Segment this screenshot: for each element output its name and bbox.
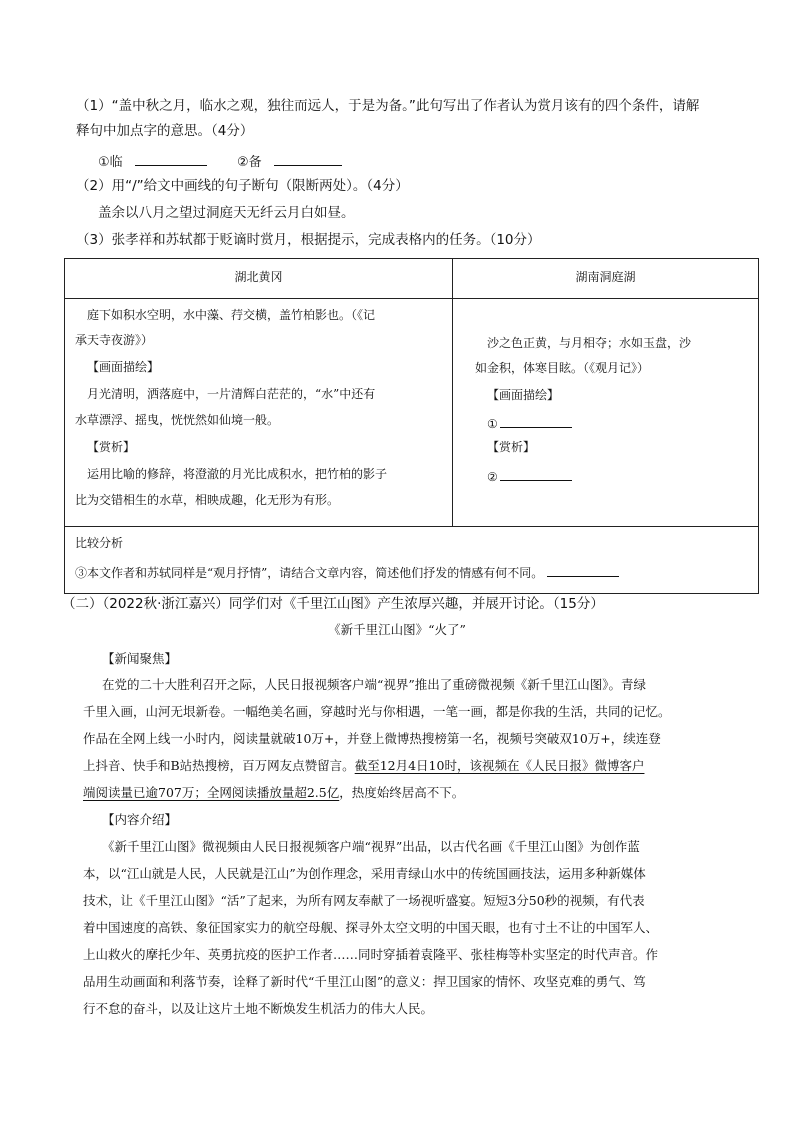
- intro-line-3: 技术，让《千里江山图》“活”了起来，为所有网友奉献了一场视听盛宴。短短3分50秒的视频，有代表: [83, 893, 645, 908]
- table-cell-right: [453, 299, 759, 527]
- left-tag-analysis: 【赏析】: [87, 440, 136, 454]
- news-underlined-start: 截至12月4日10时，该视频在《人民日报》微博客户: [354, 758, 645, 773]
- section2-heading: （二）（2022秋·浙江嘉兴）同学们对《千里江山图》产生浓厚兴趣，并展开讨论。（15分）: [62, 596, 604, 612]
- right-item2-label: ②: [487, 470, 498, 484]
- table-header-right: [453, 259, 759, 299]
- comparison-table: [64, 258, 759, 594]
- left-analysis-line2: 比为交错相生的水草，相映成趣，化无形为有形。: [75, 493, 340, 507]
- news-line-5-tail: ，热度始终居高不下。: [339, 785, 465, 800]
- q1-prompt-line1: （1）“盖中秋之月，临水之观，独往而远人，于是为备。”此句写出了作者认为赏月该有的四个条件，请解: [76, 98, 700, 114]
- intro-line-5: 上山救火的摩托少年、英勇抗疫的医护工作者……同时穿插着袁隆平、张桂梅等朴实坚定的时代声音。作: [83, 947, 659, 962]
- q1-answer-row: [98, 151, 342, 172]
- intro-line-1: 《新千里江山图》微视频由人民日报视频客户端“视界”出品，以古代名画《千里江山图》为创作蓝: [102, 839, 640, 854]
- news-line-4-plain: 上抖音、快手和B站热搜榜，百万网友点赞留言。: [83, 758, 355, 773]
- intro-line-2: 本，以“江山就是人民，人民就是江山”为创作理念，采用青绿山水中的传统国画技法，运用多种新媒体: [83, 866, 646, 881]
- right-tag-analysis: 【赏析】: [487, 440, 536, 454]
- table-header-left: [65, 259, 453, 299]
- news-line-5: [83, 784, 464, 802]
- q2-prompt: （2）用“/”给文中画线的句子断句（限断两处）。（4分）: [76, 178, 409, 194]
- article-title: 《新千里江山图》“火了”: [328, 622, 466, 637]
- right-item1-row: [487, 413, 572, 432]
- q1-item1-blank[interactable]: [135, 151, 207, 166]
- news-line-4: [83, 757, 644, 775]
- q1-prompt-line2: 释句中加点字的意思。（4分）: [76, 123, 254, 139]
- tag-content-intro: 【内容介绍】: [102, 812, 178, 827]
- news-underlined-end: 端阅读量已逾707万；全网阅读播放量超2.5亿: [83, 785, 340, 800]
- compare-prompt-row: [75, 562, 619, 581]
- compare-answer-blank[interactable]: [547, 562, 619, 577]
- q1-item2-blank[interactable]: [274, 151, 342, 166]
- right-item1-blank[interactable]: [500, 413, 572, 428]
- left-analysis-line1: 运用比喻的修辞，将澄澈的月光比成积水，把竹柏的影子: [87, 467, 388, 481]
- left-depiction-line1: 月光清明，洒落庭中，一片清辉白茫茫的，“水”中还有: [87, 387, 376, 401]
- left-quote-line2: 承天寺夜游》）: [75, 333, 154, 347]
- right-item2-row: [487, 466, 572, 485]
- q1-item1-label: ①临: [98, 155, 123, 170]
- intro-line-6: 品用生动画面和利落节奏，诠释了新时代“千里江山图”的意义：捍卫国家的情怀、攻坚克难的勇气、笃: [83, 974, 646, 989]
- left-depiction-line2: 水草漂浮、摇曳，恍恍然如仙境一般。: [75, 413, 280, 427]
- right-quote-line2: 如金积，体寒目眩。（《观月记》）: [475, 361, 650, 375]
- compare-label: 比较分析: [75, 536, 124, 550]
- q1-item2-label: ②备: [236, 155, 262, 170]
- news-line-2: 千里入画，山河无垠新卷。一幅绝美名画，穿越时光与你相遇，一笔一画，都是你我的生活，共同的记忆。: [83, 704, 671, 719]
- table-compare-row: [65, 527, 759, 594]
- right-item1-label: ①: [487, 417, 498, 431]
- right-item2-blank[interactable]: [500, 466, 572, 481]
- news-line-3: 作品在全网上线一小时内，阅读量就破10万+，并登上微博热搜榜第一名，视频号突破双10万+，续连登: [83, 731, 661, 746]
- intro-line-7: 行不怠的奋斗，以及让这片土地不断焕发生机活力的伟大人民。: [83, 1001, 434, 1016]
- right-quote-line1: 沙之色正黄，与月相夺；水如玉盘，沙: [487, 336, 692, 350]
- table-cell-left: [65, 299, 453, 527]
- left-quote-line1: 庭下如积水空明，水中藻、荇交横，盖竹柏影也。（《记: [87, 308, 376, 322]
- compare-prompt-text: ③本文作者和苏轼同样是“观月抒情”，请结合文章内容，简述他们抒发的情感有何不同。: [75, 566, 544, 580]
- header-dongting: 湖南洞庭湖: [575, 270, 636, 284]
- left-tag-depiction: 【画面描绘】: [87, 360, 160, 374]
- q2-sentence: 盖余以八月之望过洞庭天无纤云月白如昼。: [98, 205, 355, 221]
- news-line-1: 在党的二十大胜利召开之际，人民日报视频客户端“视界”推出了重磅微视频《新千里江山图》。青绿: [102, 677, 647, 692]
- header-huangang: 湖北黄冈: [234, 270, 283, 284]
- tag-news-focus: 【新闻聚焦】: [102, 651, 178, 666]
- right-tag-depiction: 【画面描绘】: [487, 388, 560, 402]
- q3-prompt: （3）张孝祥和苏轼都于贬谪时赏月，根据提示，完成表格内的任务。（10分）: [76, 232, 541, 248]
- intro-line-4: 着中国速度的高铁、象征国家实力的航空母舰、探寻外太空文明的中国天眼，也有寸土不让的中国军人、: [83, 920, 659, 935]
